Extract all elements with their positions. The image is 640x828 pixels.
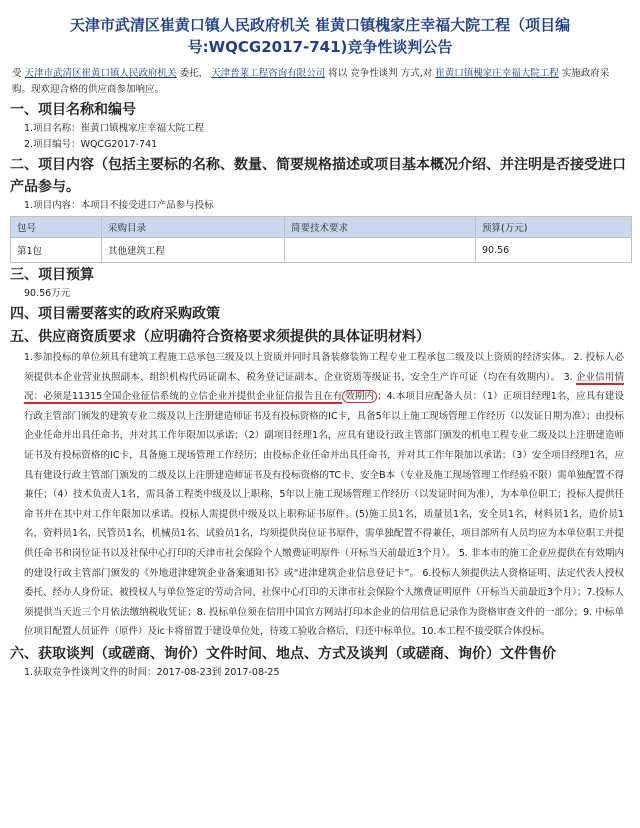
table-header-cell: 采购目录 (102, 217, 285, 238)
table-header-cell: 包号 (11, 217, 102, 238)
budget-value: 90.56万元 (24, 288, 71, 299)
document-time: 1.获取竞争性谈判文件的时间：2017-08-23到 2017-08-25 (24, 666, 280, 678)
table-header-row (11, 217, 632, 238)
section-heading-2: 二、项目内容（包括主要标的名称、数量、简要规格描述或项目基本概况介绍、并注明是否接受进口产品参与。 (10, 157, 626, 195)
credit-requirement-highlight: 企业信用情况：必须是11315全国企业征信系统的立信企业并提供企业征信报告且在有 (24, 371, 624, 403)
table-cell: 90.56 (476, 238, 632, 263)
project-name: 1.项目名称：崔黄口镇槐家庄幸福大院工程 (24, 123, 205, 134)
table-header-cell: 预算(万元) (476, 217, 632, 238)
intro-entrust: 委托， (179, 68, 209, 79)
agency-link[interactable]: 天津普莱工程咨询有限公司 (211, 68, 326, 79)
table-cell: 其他建筑工程 (102, 238, 285, 263)
table-cell: 第1包 (11, 238, 102, 263)
qualification-requirements (8, 348, 632, 642)
project-link[interactable]: 崔黄口镇槐家庄幸福大院工程 (435, 68, 559, 79)
purchaser-link[interactable]: 天津市武清区崔黄口镇人民政府机关 (24, 68, 177, 79)
page-title: 天津市武清区崔黄口镇人民政府机关 崔黄口镇槐家庄幸福大院工程（项目编号:WQCG2017-741)竞争性谈判公告 (69, 16, 571, 56)
qual-part-1: 1.参加投标的单位须具有建筑工程施工总承包三级及以上资质并同时具备装修装饰工程专业工程承包二级及以上资质的经济实体。 2. 投标人必须提供本企业营业执照副本、组织机构代码证副本、税务登记证副本、企业资质等级证书、安全生产许可证（均在有效期内）。 3. (24, 352, 624, 383)
section-heading-3: 三、项目预算 (10, 267, 94, 283)
project-content: 1.项目内容：本项目不接受进口产品参与投标 (24, 200, 214, 211)
project-number: 2.项目编号：WQCG2017-741 (24, 139, 158, 150)
table-header-cell: 简要技术要求 (285, 217, 476, 238)
intro-suffix: 实施政府采购。现欢迎合格的供应商参加响应。 (12, 68, 610, 95)
intro-method: 将以 竞争性谈判 方式,对 (328, 68, 433, 79)
table-cell (285, 238, 476, 263)
intro-prefix: 受 (12, 68, 22, 79)
section-heading-1: 一、项目名称和编号 (10, 102, 136, 118)
section-heading-5: 五、供应商资质要求（应明确符合资格要求须提供的具体证明材料） (10, 329, 430, 345)
qual-part-2: ；4.本项目应配备人员：（1）正项目经理1名，应具有建设行政主管部门颁发的建筑专业二级及以上注册建造师证书及有投标资格的IC卡，具备5年以上施工现场管理工作经历（以发证日期为准）；由投标企业任命并出具任命书，并对其工作年限加以承诺；（2）副项目经理1名，应具有建设行政主管部门颁发的机电工程专业二级及以上注册建造师证书及有投标资格的IC卡，具备施工现场管理工作经历；由投标企业任命并出具任命书，并对其工作年限加以承诺；（3）安全项目经理1名，应具有建设行政主管部门颁发的二级及以上注册建造师证书及有投标资格的TC卡、安全B本（专业及施工现场管理工作经验不限）需单独配置不得兼任；（4）技术负责人1名，需具备工程类中级及以上职称，5年以上施工现场管理工作经历（以发证时间为准），为本单位职工；投标人提供任命书并在其中对工作年限加以承诺。投标人需提供中级及以上职称证书原件。(5)施工员1名，质量员1名，安全员1名，材料员1名，造价员1名，资料员1名，民管员1名，机械员1名、试验员1名，均须提供岗位证书原件，需单独配置不得兼任，项目部所有人员均应为本单位职工并提供任命书和岗位证书以及社保中心打印的天津市社会保险个人缴费证明原件（开标当天前最近3个月）。 5. 非本市的施工企业应提供在有效期内的建设行政主管部门颁发的《外地进津建筑企业备案通知书》或“进津建筑企业信息登记卡”。 6.投标人须提供法人资格证明、法定代表人授权委托、经办人身份证、被授权人与单位签定的劳动合同、社保中心打印的天津市社会保险个人缴费证明原件（开标当天前最近3个月）；7.投标人须提供当天近三个月依法缴纳税收凭证；8. 投标单位须在信用中国官方网站打印本企业的信用信息记录作为资格审查文件的一部分；9. 中标单位项目配置人员证件（原件）及ic卡将留置于建设单位处，待竣工验收合格后，归还中标单位。10.本工程不接受联合体投标。 (24, 391, 624, 638)
section-heading-6: 六、获取谈判（或磋商、询价）文件时间、地点、方式及谈判（或磋商、询价）文件售价 (10, 645, 556, 662)
table-row (11, 238, 632, 263)
procurement-table (10, 216, 632, 263)
validity-circled: 效期内 (342, 390, 377, 403)
intro-paragraph (8, 66, 632, 98)
section-heading-4: 四、项目需要落实的政府采购政策 (10, 306, 220, 322)
